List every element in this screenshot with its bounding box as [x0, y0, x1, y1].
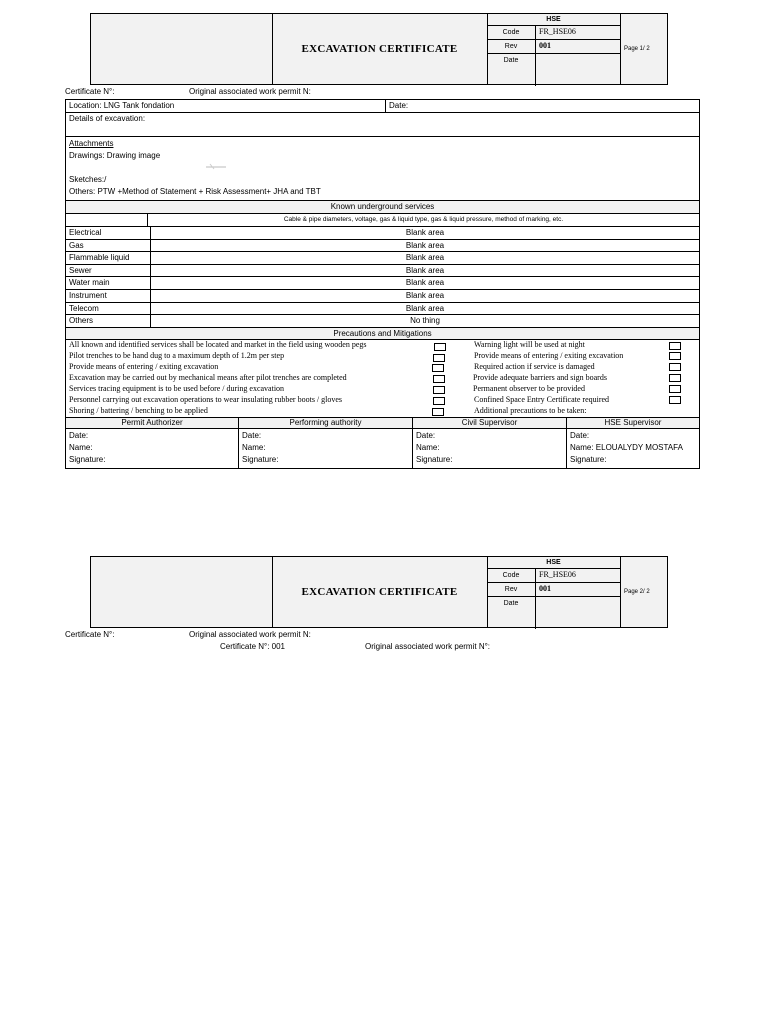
document-title: EXCAVATION CERTIFICATE	[272, 557, 488, 627]
drawing-thumbnail	[204, 161, 228, 171]
sketches-line: Sketches:/	[69, 174, 107, 184]
services-heading: Known underground services	[66, 201, 699, 214]
precaution-item: Required action if service is damaged	[474, 361, 595, 371]
service-row	[66, 240, 699, 253]
signature-field[interactable]: Signature:	[69, 454, 106, 464]
services-table	[66, 227, 699, 328]
precaution-item: Permanent observer to be provided	[473, 383, 585, 393]
work-permit-line: Original associated work permit N°:	[365, 642, 491, 651]
excavation-form	[65, 99, 700, 469]
page-number: Page 2/ 2	[624, 589, 650, 595]
performing-authority-block	[239, 429, 413, 468]
rev-value: 001	[539, 41, 551, 50]
logo-area	[91, 14, 273, 84]
service-row	[66, 315, 699, 328]
services-subheading: Cable & pipe diameters, voltage, gas & liquid type, gas & liquid pressure, method of marking, etc.	[283, 216, 564, 223]
precaution-checkbox[interactable]	[669, 352, 681, 360]
precaution-item: Shoring / battering / benching to be applied	[69, 405, 208, 415]
date-label: Date	[487, 597, 536, 629]
signature-field[interactable]: Signature:	[242, 454, 279, 464]
precaution-checkbox[interactable]	[669, 396, 681, 404]
precaution-checkbox[interactable]	[669, 385, 681, 393]
signature-field[interactable]: Signature:	[416, 454, 453, 464]
precaution-item: Warning light will be used at night	[474, 339, 585, 349]
others-line: Others: PTW +Method of Statement + Risk Assessment+ JHA and TBT	[69, 187, 321, 197]
precaution-checkbox[interactable]	[434, 343, 446, 351]
permit-authorizer-block	[66, 429, 239, 468]
precaution-item: Confined Space Entry Certificate required	[474, 394, 610, 404]
service-value[interactable]: Blank area	[405, 303, 445, 313]
precaution-checkbox[interactable]	[433, 386, 445, 394]
precaution-item: All known and identified services shall be located and market in the field using wooden pegs	[69, 339, 367, 349]
service-value[interactable]: Blank area	[405, 240, 445, 250]
precaution-checkbox[interactable]	[433, 354, 445, 362]
service-name: Instrument	[66, 290, 151, 302]
service-row	[66, 290, 699, 303]
page2-header	[90, 556, 668, 628]
performing-authority-heading: Performing authority	[239, 418, 413, 428]
date-field[interactable]: Date:	[570, 430, 590, 440]
details-field[interactable]: Details of excavation:	[66, 113, 699, 137]
services-subheading-row	[66, 214, 699, 227]
name-field[interactable]: Name:	[69, 442, 93, 452]
name-field[interactable]: Name:	[416, 442, 440, 452]
service-name: Water main	[66, 277, 151, 289]
precautions-heading: Precautions and Mitigations	[66, 328, 699, 340]
work-permit-label: Original associated work permit N:	[189, 87, 311, 96]
date-field[interactable]: Date:	[389, 101, 409, 110]
precaution-checkbox[interactable]	[669, 363, 681, 371]
rev-label: Rev	[487, 40, 536, 53]
document-title: EXCAVATION CERTIFICATE	[272, 14, 488, 84]
attachments-heading: Attachments	[69, 139, 114, 148]
service-row	[66, 303, 699, 316]
page1-header	[90, 13, 668, 85]
certificate-number-label: Certificate N°:	[65, 87, 115, 96]
code-label: Code	[487, 26, 536, 39]
service-name: Others	[66, 315, 151, 327]
service-value[interactable]: Blank area	[405, 253, 445, 263]
rev-value: 001	[539, 584, 551, 593]
precaution-checkbox[interactable]	[433, 375, 445, 383]
drawings-line: Drawings: Drawing image	[69, 151, 161, 161]
hse-label: HSE	[487, 557, 620, 569]
date-value	[536, 597, 620, 629]
document-meta	[487, 557, 621, 627]
hse-supervisor-block	[567, 429, 699, 468]
service-name: Sewer	[66, 265, 151, 277]
service-value[interactable]: Blank area	[405, 278, 445, 288]
precaution-item: Provide means of entering / exiting excavation	[474, 350, 624, 360]
civil-supervisor-block	[413, 429, 567, 468]
certificate-number-line: Certificate N°: 001	[220, 642, 286, 651]
service-name: Gas	[66, 240, 151, 252]
precaution-checkbox[interactable]	[669, 374, 681, 382]
certificate-number-label: Certificate N°:	[65, 630, 115, 639]
precaution-item: Provide adequate barriers and sign boards	[473, 372, 607, 382]
date-field[interactable]: Date:	[416, 430, 436, 440]
precaution-item: Provide means of entering / exiting excavation	[69, 361, 219, 371]
service-row	[66, 265, 699, 278]
signature-body-row	[66, 429, 699, 468]
document-meta	[487, 14, 621, 84]
date-value	[536, 54, 620, 86]
rev-label: Rev	[487, 583, 536, 596]
name-field[interactable]: Name: ELOUALYDY MOSTAFA	[570, 442, 683, 452]
precaution-checkbox[interactable]	[432, 408, 444, 416]
precaution-item: Services tracing equipment is to be used before / during excavation	[69, 383, 285, 393]
hse-supervisor-heading: HSE Supervisor	[604, 417, 662, 427]
name-field[interactable]: Name:	[242, 442, 266, 452]
service-row	[66, 277, 699, 290]
code-label: Code	[487, 569, 536, 582]
civil-supervisor-heading: Civil Supervisor	[413, 418, 567, 428]
service-value[interactable]: Blank area	[405, 290, 445, 300]
precaution-item: Excavation may be carried out by mechanical means after pilot trenches are completed	[69, 372, 347, 382]
precaution-item: Additional precautions to be taken:	[474, 405, 587, 415]
location-row	[66, 100, 699, 113]
attachments-section	[66, 137, 699, 201]
service-name: Electrical	[66, 227, 151, 239]
code-value: FR_HSE06	[539, 570, 576, 579]
code-value: FR_HSE06	[539, 27, 576, 36]
work-permit-label: Original associated work permit N:	[189, 630, 311, 639]
precautions-section	[66, 340, 699, 418]
service-row	[66, 252, 699, 265]
logo-area	[91, 557, 273, 627]
precaution-checkbox[interactable]	[433, 397, 445, 405]
permit-authorizer-heading: Permit Authorizer	[66, 418, 239, 428]
precaution-item: Pilot trenches to be hand dug to a maximum depth of 1.2m per step	[69, 350, 285, 360]
signature-field[interactable]: Signature:	[570, 454, 607, 464]
service-value[interactable]: No thing	[410, 316, 440, 326]
precaution-checkbox[interactable]	[669, 342, 681, 350]
precaution-item: Personnel carrying out excavation operations to wear insulating rubber boots / gloves	[69, 394, 343, 404]
location-field[interactable]: Location: LNG Tank fondation	[66, 100, 386, 112]
service-value[interactable]: Blank area	[405, 228, 445, 237]
date-field[interactable]: Date:	[69, 430, 89, 440]
service-name: Telecom	[66, 303, 151, 315]
service-value[interactable]: Blank area	[405, 265, 445, 275]
precaution-checkbox[interactable]	[432, 364, 444, 372]
hse-label: HSE	[487, 14, 620, 26]
service-name: Flammable liquid	[66, 252, 151, 264]
date-field[interactable]: Date:	[242, 430, 262, 440]
service-row	[66, 227, 699, 240]
page-number: Page 1/ 2	[624, 46, 650, 52]
signature-header-row	[66, 418, 699, 429]
date-label: Date	[487, 54, 536, 86]
